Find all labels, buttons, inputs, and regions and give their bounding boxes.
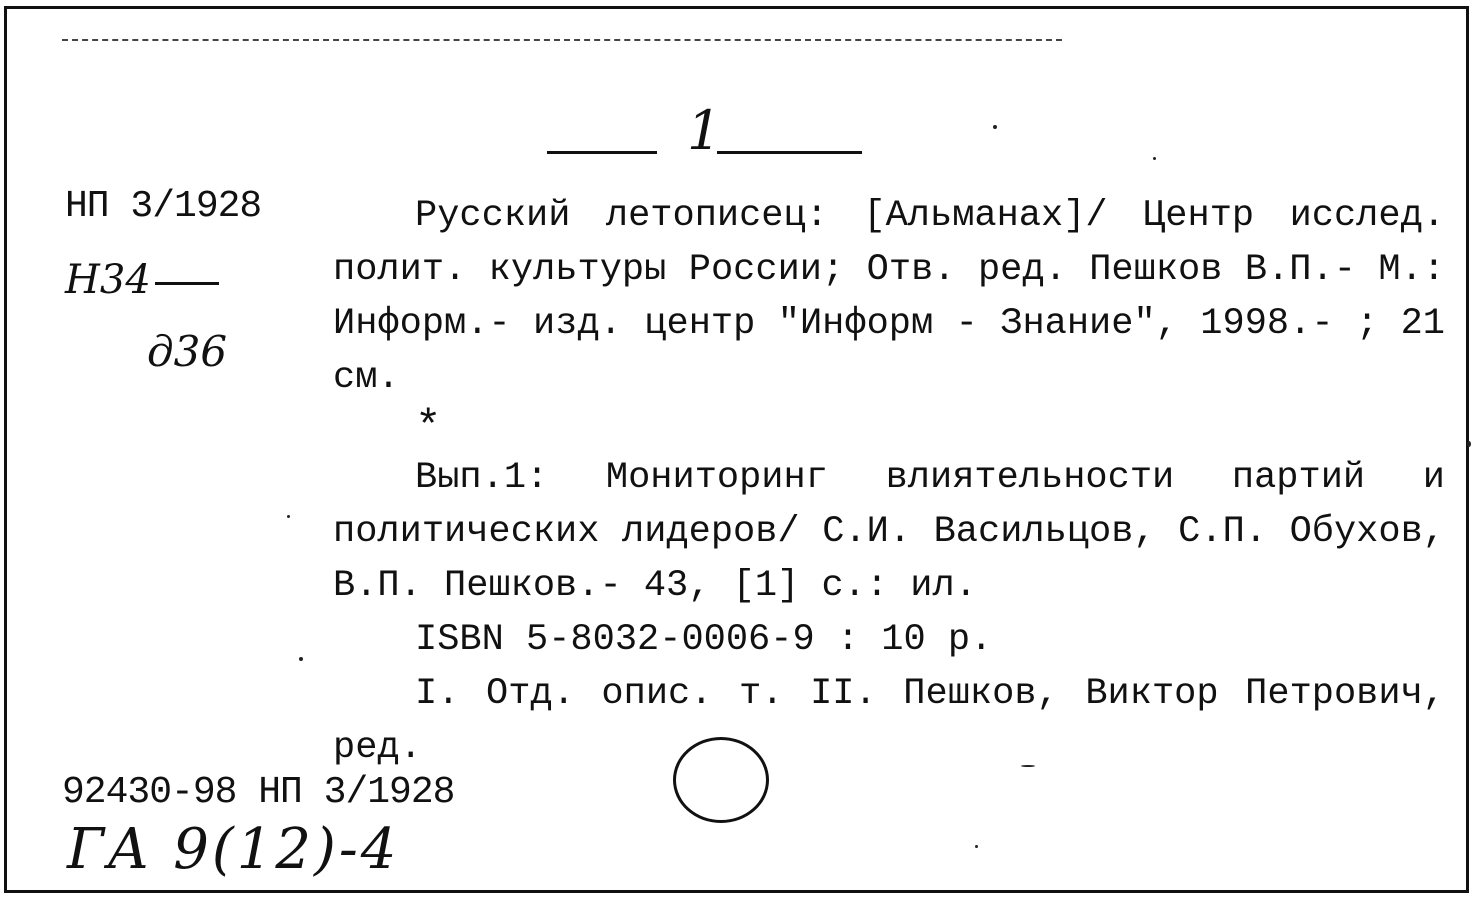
top-dashed-rule xyxy=(62,39,1062,41)
catalog-card xyxy=(4,6,1469,893)
speck xyxy=(287,515,290,518)
cutter-dash xyxy=(155,282,219,285)
speck xyxy=(1153,157,1156,160)
card-number-mark xyxy=(547,101,867,171)
shelf-mark: НП 3/1928 xyxy=(65,185,262,228)
speck xyxy=(1021,765,1035,767)
classification-code: ГА 9(12)-4 xyxy=(67,817,400,882)
bibliographic-description xyxy=(333,189,1445,775)
card-number: 1 xyxy=(687,99,722,162)
inventory-number: 92430-98 НП 3/1928 xyxy=(62,771,455,814)
card-number-right-line xyxy=(717,151,862,154)
separator-star: * xyxy=(415,403,442,453)
cutter-numerator: Н34 xyxy=(65,257,151,303)
punch-hole xyxy=(673,737,769,823)
speck xyxy=(1467,441,1471,447)
cutter-number-top xyxy=(65,257,219,303)
speck xyxy=(993,125,997,129)
cutter-denominator: д36 xyxy=(147,327,228,376)
issue-paragraph: Вып.1: Мониторинг влиятельности партий и политических лидеров/ С.И. Васильцов, С.П. Обухов, В.П. Пешков.- 43, [1] с.: ил. xyxy=(333,457,1445,607)
title-paragraph: Русский летописец: [Альманах]/ Центр исслед. полит. культуры России; Отв. ред. Пешков В.П.- М.: Информ.- изд. центр "Информ - Знание", 1998.- ; 21 см. xyxy=(333,195,1445,399)
isbn-line: ISBN 5-8032-0006-9 : 10 р. xyxy=(415,619,993,661)
tracing-paragraph: I. Отд. опис. т. II. Пешков, Виктор Петрович, ред. xyxy=(333,673,1445,769)
speck xyxy=(975,845,978,848)
speck xyxy=(299,657,303,661)
card-number-left-line xyxy=(547,151,657,154)
